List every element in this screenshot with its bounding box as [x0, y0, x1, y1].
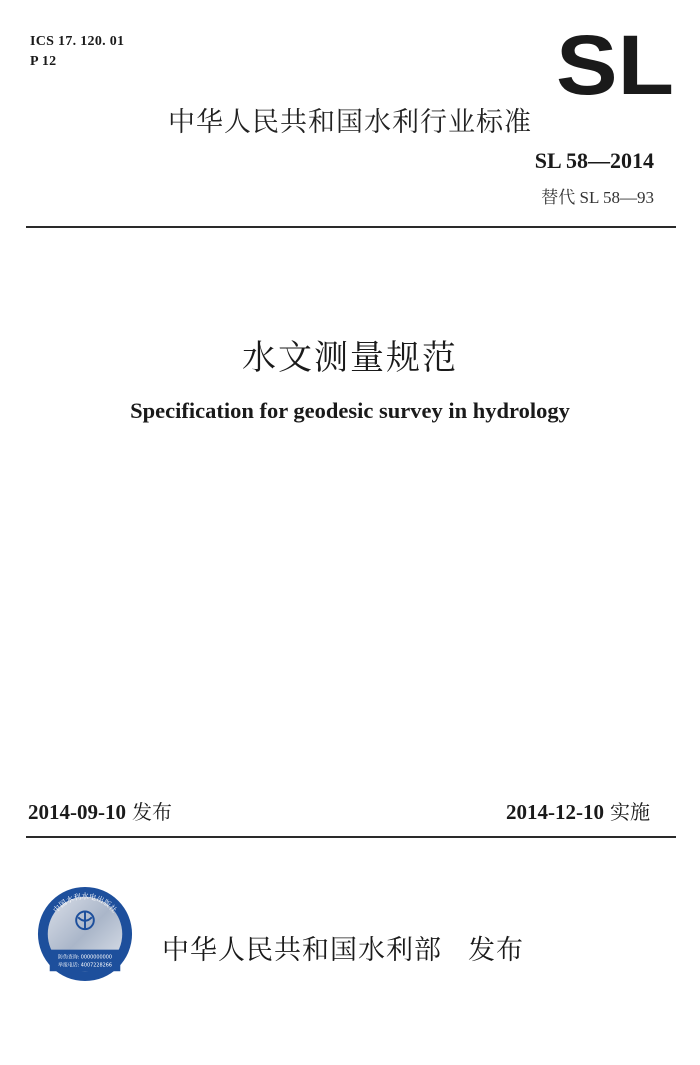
publisher-action: 发布 — [468, 935, 524, 966]
effective-date: 2014-12-10 — [506, 800, 604, 824]
seal-ring-text: 中国水利水电出版社 — [51, 891, 119, 915]
standard-number: SL 58—2014 — [534, 148, 654, 173]
bottom-divider — [26, 836, 676, 838]
sl-logo — [556, 30, 676, 100]
ccs-code: P 12 — [30, 54, 57, 69]
replaces-standard: 替代 SL 58—93 — [541, 188, 654, 207]
issued-label: 发布 — [132, 800, 172, 824]
sl-logo-text: SL — [556, 30, 674, 100]
ics-code: ICS 17. 120. 01 — [30, 34, 125, 49]
classification-codes — [30, 32, 124, 72]
effective-label: 实施 — [610, 800, 650, 824]
issued-date: 2014-09-10 — [28, 800, 126, 824]
seal-phone-line: 举报电话: 4007228266 — [58, 962, 112, 969]
publisher-block — [162, 928, 524, 967]
anti-counterfeit-seal — [36, 885, 134, 983]
effective-date-block — [506, 796, 650, 825]
publisher-name: 中华人民共和国水利部 — [162, 935, 442, 966]
seal-query-line: 防伪查询: 0000000000 — [58, 954, 112, 961]
title-english: Specification for geodesic survey in hydrology — [130, 398, 570, 423]
title-chinese: 水文测量规范 — [242, 338, 458, 378]
issued-date-block — [28, 796, 172, 825]
top-divider — [26, 226, 676, 228]
issuer-category: 中华人民共和国水利行业标准 — [168, 107, 532, 138]
